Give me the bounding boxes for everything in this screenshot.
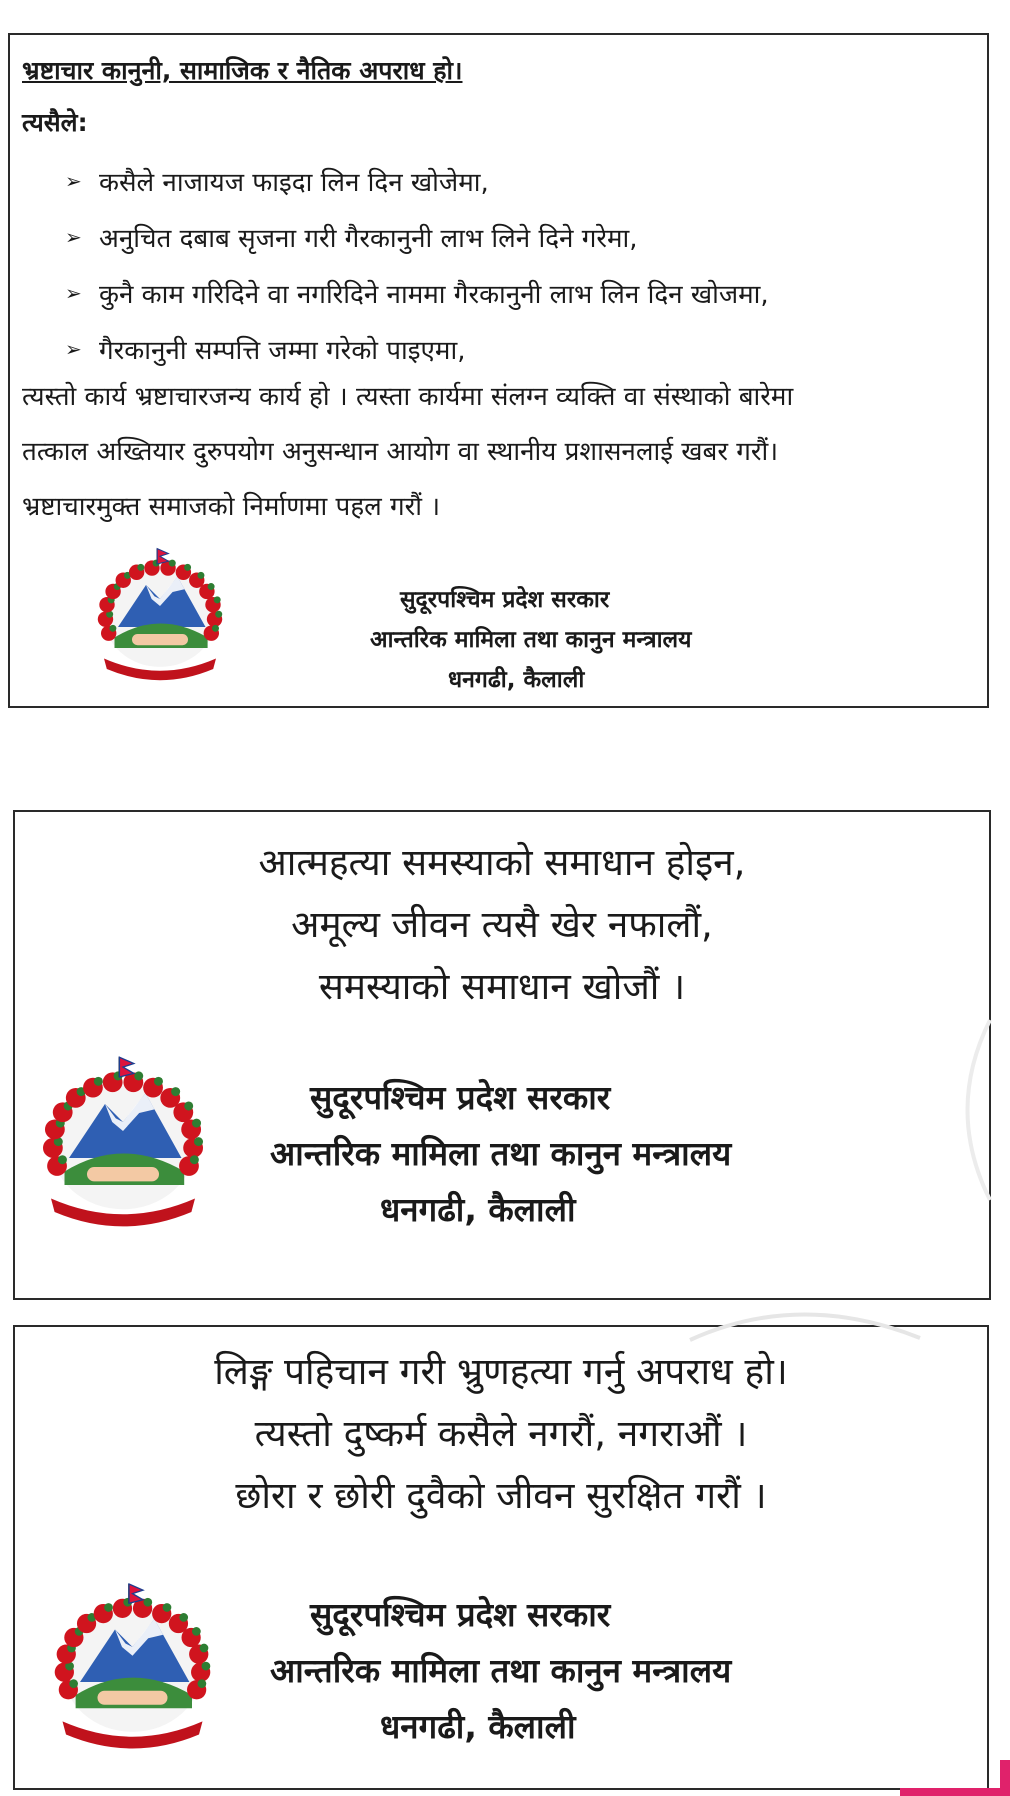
list-item: ➢ गैरकानुनी सम्पत्ति जम्मा गरेको पाइएमा,	[65, 336, 466, 366]
list-item: ➢ कसैले नाजायज फाइदा लिन दिन खोजेमा,	[65, 168, 489, 198]
office-ministry: आन्तरिक मामिला तथा कानुन मन्त्रालय	[270, 1651, 732, 1690]
arrow-bullet-icon: ➢	[65, 337, 82, 361]
list-item: ➢ अनुचित दबाब सृजना गरी गैरकानुनी लाभ लिने दिने गरेमा,	[65, 224, 638, 254]
nepal-government-emblem-icon	[33, 1050, 213, 1234]
message-line: त्यस्तो दुष्कर्म कसैले नगरौं, नगराऔं ।	[254, 1412, 748, 1455]
arrow-bullet-icon: ➢	[65, 225, 82, 249]
notice-heading: भ्रष्टाचार कानुनी, सामाजिक र नैतिक अपराध हो।	[22, 56, 463, 85]
notice-subheading: त्यसैले:	[22, 108, 88, 137]
office-location: धनगढी, कैलाली	[448, 667, 585, 693]
message-line: लिङ्ग पहिचान गरी भ्रुणहत्या गर्नु अपराध हो।	[214, 1350, 788, 1393]
message-line: आत्महत्या समस्याको समाधान होइन,	[258, 841, 746, 884]
office-location: धनगढी, कैलाली	[380, 1707, 576, 1746]
office-signature	[270, 1587, 731, 1755]
message-line: समस्याको समाधान खोजौं ।	[318, 965, 686, 1008]
corner-accent	[900, 1788, 1010, 1796]
female-foeticide-notice	[13, 1325, 989, 1790]
notice-paragraph-line: त्यस्तो कार्य भ्रष्टाचारजन्य कार्य हो । त्यस्ता कार्यमा संलग्न व्यक्ति वा संस्थाको बारेमा	[22, 382, 794, 412]
office-signature	[370, 580, 691, 700]
list-item: ➢ कुनै काम गरिदिने वा नगरिदिने नाममा गैरकानुनी लाभ लिन दिन खोजमा,	[65, 280, 769, 310]
message-line: छोरा र छोरी दुवैको जीवन सुरक्षित गरौं ।	[235, 1474, 767, 1517]
message-line: अमूल्य जीवन त्यसै खेर नफालौं,	[291, 903, 713, 946]
office-location: धनगढी, कैलाली	[380, 1190, 576, 1229]
faded-watermark-curve	[680, 1300, 930, 1350]
corner-accent	[1000, 1760, 1010, 1796]
faded-watermark-curve	[940, 1010, 1000, 1210]
arrow-bullet-icon: ➢	[65, 169, 82, 193]
notice-paragraph-line: भ्रष्टाचारमुक्त समाजको निर्माणमा पहल गरौं ।	[22, 492, 441, 522]
anti-corruption-notice	[8, 33, 989, 708]
office-province: सुदूरपश्चिम प्रदेश सरकार	[310, 1078, 611, 1117]
office-signature	[270, 1070, 731, 1238]
nepal-government-emblem-icon	[90, 543, 230, 687]
office-ministry: आन्तरिक मामिला तथा कानुन मन्त्रालय	[370, 627, 692, 653]
office-ministry: आन्तरिक मामिला तथा कानुन मन्त्रालय	[270, 1134, 732, 1173]
office-province: सुदूरपश्चिम प्रदेश सरकार	[400, 587, 610, 613]
notice-paragraph-line: तत्काल अख्तियार दुरुपयोग अनुसन्धान आयोग वा स्थानीय प्रशासनलाई खबर गरौं।	[22, 437, 779, 467]
arrow-bullet-icon: ➢	[65, 281, 82, 305]
nepal-government-emblem-icon	[45, 1577, 220, 1756]
suicide-prevention-notice	[13, 810, 991, 1300]
office-province: सुदूरपश्चिम प्रदेश सरकार	[310, 1595, 611, 1634]
bullet-list	[65, 153, 769, 377]
